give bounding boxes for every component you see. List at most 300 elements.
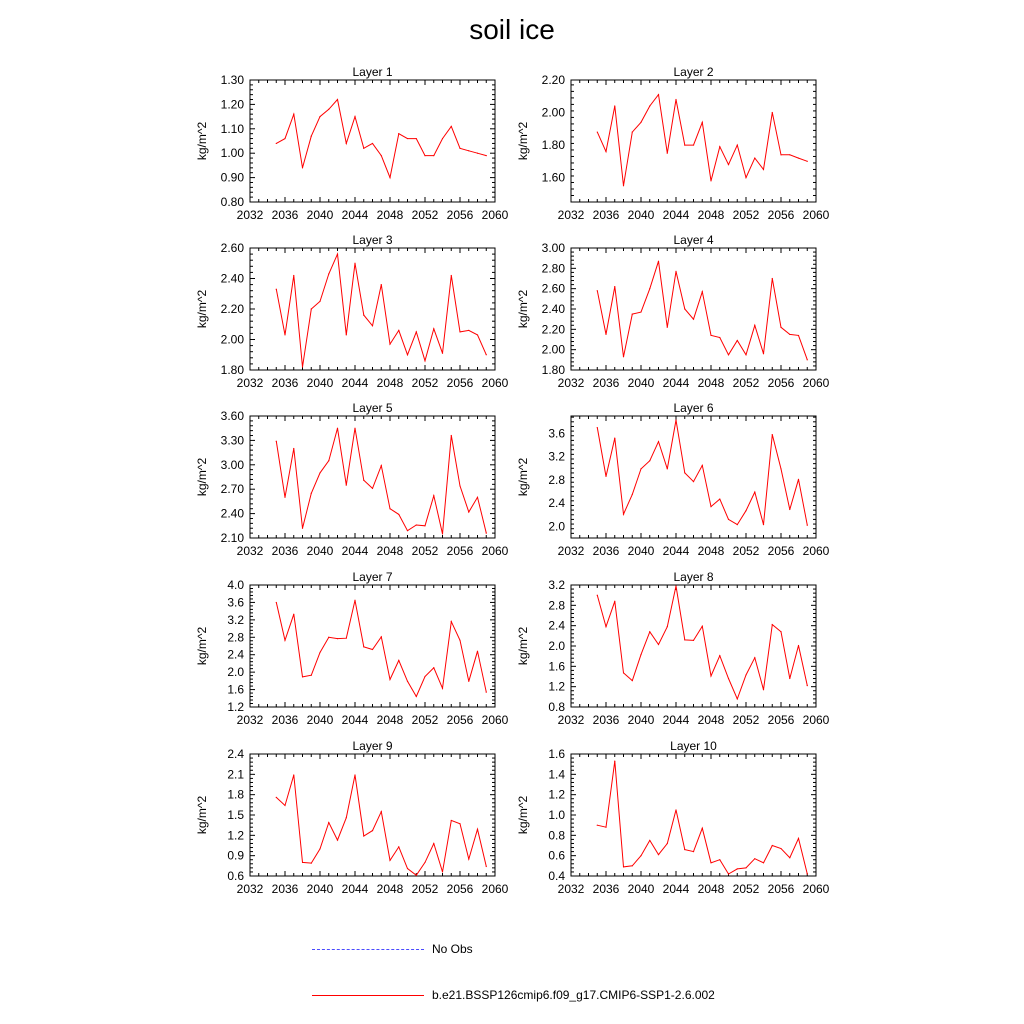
data-point — [693, 144, 694, 145]
y-axis-label: kg/m^2 — [195, 795, 209, 835]
data-point — [468, 150, 469, 151]
data-point — [763, 862, 764, 863]
data-point — [468, 858, 469, 859]
data-point — [442, 533, 443, 534]
series-line — [597, 761, 807, 874]
data-point — [276, 441, 277, 442]
y-axis-label: kg/m^2 — [516, 121, 530, 161]
y-axis-label: kg/m^2 — [195, 626, 209, 666]
y-tick-label: 0.6 — [227, 869, 244, 883]
x-tick-label: 2056 — [446, 208, 474, 222]
plot-frame — [250, 754, 495, 876]
y-tick-label: 1.80 — [541, 363, 565, 377]
data-point — [710, 506, 711, 507]
data-point — [311, 863, 312, 864]
x-tick-label: 2032 — [236, 544, 264, 558]
data-point — [658, 94, 659, 95]
y-tick-label: 1.6 — [548, 659, 565, 674]
x-tick-label: 2040 — [627, 376, 655, 390]
series-line — [276, 254, 486, 367]
y-tick-label: 2.20 — [541, 322, 565, 337]
y-tick-label: 0.90 — [220, 170, 244, 185]
x-tick-label: 2044 — [341, 882, 369, 896]
data-point — [719, 146, 720, 147]
data-point — [293, 275, 294, 276]
y-tick-label: 2.70 — [220, 482, 244, 497]
data-point — [354, 774, 355, 775]
y-tick-label: 3.2 — [227, 612, 244, 627]
data-point — [477, 497, 478, 498]
x-tick-label: 2036 — [271, 208, 299, 222]
data-point — [407, 530, 408, 531]
data-point — [710, 180, 711, 181]
data-point — [745, 674, 746, 675]
data-point — [667, 468, 668, 469]
panel-2 — [516, 65, 830, 222]
y-axis-label: kg/m^2 — [516, 289, 530, 329]
data-point — [389, 177, 390, 178]
y-tick-label: 1.00 — [220, 146, 244, 161]
y-tick-label: 2.20 — [220, 302, 244, 316]
panel-title: Layer 2 — [673, 65, 714, 79]
data-point — [745, 867, 746, 868]
data-point — [745, 510, 746, 511]
data-point — [605, 334, 606, 335]
data-point — [807, 685, 808, 686]
data-point — [719, 337, 720, 338]
data-point — [807, 525, 808, 526]
data-point — [789, 154, 790, 155]
x-tick-label: 2036 — [271, 376, 299, 390]
data-point — [763, 169, 764, 170]
data-point — [737, 144, 738, 145]
data-point — [675, 585, 676, 586]
panel-10 — [516, 739, 830, 896]
y-axis-label: kg/m^2 — [516, 626, 530, 666]
data-point — [407, 354, 408, 355]
data-point — [675, 809, 676, 810]
y-tick-label: 1.10 — [220, 121, 244, 136]
data-point — [311, 136, 312, 137]
y-tick-label: 2.60 — [541, 281, 565, 296]
x-tick-label: 2040 — [306, 882, 334, 896]
data-point — [772, 434, 773, 435]
data-point — [477, 651, 478, 652]
y-tick-label: 0.8 — [548, 700, 565, 714]
data-point — [807, 873, 808, 874]
data-point — [719, 859, 720, 860]
data-point — [623, 672, 624, 673]
panel-title: Layer 5 — [352, 401, 393, 415]
x-tick-label: 2060 — [481, 713, 509, 727]
data-point — [719, 498, 720, 499]
data-point — [416, 138, 417, 139]
data-point — [789, 857, 790, 858]
data-point — [693, 319, 694, 320]
x-tick-label: 2044 — [662, 208, 690, 222]
y-tick-label: 2.0 — [548, 519, 565, 534]
x-tick-label: 2048 — [376, 713, 404, 727]
data-point — [623, 356, 624, 357]
plot-frame — [571, 585, 816, 707]
data-point — [798, 157, 799, 158]
data-point — [667, 327, 668, 328]
x-tick-label: 2056 — [446, 713, 474, 727]
y-tick-label: 2.4 — [548, 618, 565, 633]
y-tick-label: 2.40 — [220, 271, 244, 286]
plot-frame — [571, 416, 816, 538]
x-tick-label: 2048 — [697, 713, 725, 727]
data-point — [737, 340, 738, 341]
legend-line-solid — [312, 995, 424, 996]
y-tick-label: 1.30 — [220, 73, 244, 87]
y-tick-label: 0.4 — [548, 869, 565, 883]
x-tick-label: 2048 — [376, 882, 404, 896]
legend-label: No Obs — [432, 942, 473, 956]
data-point — [597, 595, 598, 596]
data-point — [468, 681, 469, 682]
data-point — [807, 359, 808, 360]
y-tick-label: 2.80 — [541, 261, 565, 276]
data-point — [693, 481, 694, 482]
data-point — [684, 472, 685, 473]
data-point — [459, 485, 460, 486]
y-tick-label: 3.6 — [227, 595, 244, 610]
x-tick-label: 2048 — [697, 882, 725, 896]
x-tick-label: 2036 — [271, 544, 299, 558]
x-tick-label: 2040 — [627, 544, 655, 558]
x-tick-label: 2052 — [411, 713, 439, 727]
x-tick-label: 2036 — [592, 882, 620, 896]
y-tick-label: 2.4 — [548, 496, 565, 511]
panel-title: Layer 6 — [673, 401, 714, 415]
data-point — [702, 291, 703, 292]
series-line — [597, 420, 807, 525]
data-point — [719, 655, 720, 656]
data-point — [451, 126, 452, 127]
data-point — [614, 437, 615, 438]
series-line — [276, 775, 486, 875]
x-tick-label: 2040 — [306, 713, 334, 727]
data-point — [407, 868, 408, 869]
data-point — [284, 640, 285, 641]
data-point — [433, 328, 434, 329]
x-tick-label: 2032 — [236, 882, 264, 896]
data-point — [728, 873, 729, 874]
data-point — [623, 514, 624, 515]
x-tick-label: 2040 — [306, 376, 334, 390]
panel-3 — [195, 233, 509, 390]
data-point — [667, 843, 668, 844]
legend-entry-model — [312, 988, 715, 1002]
data-point — [311, 493, 312, 494]
data-point — [649, 288, 650, 289]
data-point — [354, 428, 355, 429]
data-point — [293, 114, 294, 115]
data-point — [486, 692, 487, 693]
plot-frame — [250, 248, 495, 370]
data-point — [302, 167, 303, 168]
data-point — [649, 840, 650, 841]
x-tick-label: 2044 — [662, 544, 690, 558]
x-tick-label: 2056 — [446, 544, 474, 558]
x-tick-label: 2036 — [592, 376, 620, 390]
data-point — [293, 448, 294, 449]
data-point — [754, 492, 755, 493]
y-tick-label: 1.2 — [548, 787, 565, 802]
y-tick-label: 1.80 — [220, 363, 244, 377]
data-point — [477, 829, 478, 830]
x-tick-label: 2060 — [481, 208, 509, 222]
data-point — [302, 528, 303, 529]
data-point — [780, 631, 781, 632]
data-point — [772, 278, 773, 279]
data-point — [381, 636, 382, 637]
data-point — [451, 275, 452, 276]
data-point — [337, 99, 338, 100]
y-tick-label: 2.4 — [227, 647, 244, 662]
x-tick-label: 2056 — [446, 376, 474, 390]
data-point — [702, 626, 703, 627]
data-point — [789, 678, 790, 679]
data-point — [807, 161, 808, 162]
x-tick-label: 2048 — [697, 376, 725, 390]
data-point — [398, 660, 399, 661]
data-point — [293, 614, 294, 615]
y-tick-label: 3.00 — [541, 241, 565, 255]
y-tick-label: 2.0 — [548, 639, 565, 653]
data-point — [798, 479, 799, 480]
data-point — [754, 858, 755, 859]
data-point — [424, 862, 425, 863]
panel-5 — [195, 401, 509, 558]
data-point — [363, 480, 364, 481]
data-point — [649, 631, 650, 632]
data-point — [284, 334, 285, 335]
data-point — [363, 315, 364, 316]
x-tick-label: 2056 — [767, 208, 795, 222]
x-tick-label: 2048 — [376, 376, 404, 390]
data-point — [433, 495, 434, 496]
y-tick-label: 2.60 — [220, 241, 244, 255]
data-point — [459, 823, 460, 824]
plot-frame — [250, 80, 495, 202]
data-point — [459, 331, 460, 332]
legend-entry-no-obs — [312, 942, 473, 956]
data-point — [486, 155, 487, 156]
data-point — [798, 838, 799, 839]
data-point — [276, 289, 277, 290]
panel-9 — [195, 739, 509, 896]
data-point — [372, 143, 373, 144]
panel-title: Layer 1 — [352, 65, 393, 79]
data-point — [346, 485, 347, 486]
x-tick-label: 2052 — [411, 376, 439, 390]
data-point — [640, 122, 641, 123]
y-tick-label: 1.2 — [227, 828, 244, 843]
data-point — [789, 509, 790, 510]
data-point — [632, 680, 633, 681]
data-point — [772, 112, 773, 113]
data-point — [684, 639, 685, 640]
x-tick-label: 2052 — [732, 713, 760, 727]
x-tick-label: 2036 — [271, 882, 299, 896]
data-point — [658, 441, 659, 442]
data-point — [276, 797, 277, 798]
data-point — [745, 354, 746, 355]
data-point — [381, 284, 382, 285]
data-point — [468, 330, 469, 331]
data-point — [328, 109, 329, 110]
x-tick-label: 2056 — [767, 882, 795, 896]
data-point — [614, 601, 615, 602]
data-point — [623, 866, 624, 867]
data-point — [433, 843, 434, 844]
data-point — [754, 325, 755, 326]
data-point — [319, 848, 320, 849]
data-point — [640, 654, 641, 655]
x-tick-label: 2056 — [767, 544, 795, 558]
y-tick-label: 1.60 — [541, 170, 565, 185]
data-point — [354, 116, 355, 117]
x-tick-label: 2040 — [306, 208, 334, 222]
data-point — [319, 472, 320, 473]
y-tick-label: 1.4 — [548, 767, 565, 782]
data-point — [640, 855, 641, 856]
data-point — [284, 497, 285, 498]
x-tick-label: 2052 — [411, 208, 439, 222]
data-point — [372, 488, 373, 489]
data-point — [293, 774, 294, 775]
data-point — [328, 637, 329, 638]
y-tick-label: 2.10 — [220, 531, 244, 545]
data-point — [486, 533, 487, 534]
data-point — [284, 138, 285, 139]
y-axis-label: kg/m^2 — [516, 795, 530, 835]
data-point — [605, 626, 606, 627]
data-point — [702, 122, 703, 123]
data-point — [398, 846, 399, 847]
x-tick-label: 2032 — [236, 376, 264, 390]
data-point — [754, 657, 755, 658]
data-point — [798, 645, 799, 646]
y-tick-label: 3.2 — [548, 449, 565, 464]
y-tick-label: 0.8 — [548, 828, 565, 843]
data-point — [363, 646, 364, 647]
x-tick-label: 2048 — [697, 208, 725, 222]
data-point — [614, 286, 615, 287]
data-point — [451, 621, 452, 622]
data-point — [363, 148, 364, 149]
y-tick-label: 1.2 — [227, 700, 244, 714]
data-point — [737, 698, 738, 699]
data-point — [632, 494, 633, 495]
data-point — [389, 860, 390, 861]
data-point — [337, 839, 338, 840]
data-point — [477, 153, 478, 154]
panel-title: Layer 7 — [352, 570, 393, 584]
x-tick-label: 2052 — [732, 544, 760, 558]
x-tick-label: 2048 — [376, 544, 404, 558]
data-point — [675, 99, 676, 100]
y-tick-label: 1.8 — [227, 787, 244, 802]
series-line — [597, 586, 807, 699]
y-tick-label: 2.20 — [541, 73, 565, 87]
x-tick-label: 2056 — [446, 882, 474, 896]
series-line — [597, 261, 807, 360]
data-point — [780, 468, 781, 469]
data-point — [649, 105, 650, 106]
data-point — [442, 688, 443, 689]
x-tick-label: 2060 — [481, 882, 509, 896]
data-point — [649, 460, 650, 461]
panel-title: Layer 3 — [352, 233, 393, 247]
x-tick-label: 2040 — [627, 882, 655, 896]
x-tick-label: 2060 — [481, 544, 509, 558]
data-point — [597, 131, 598, 132]
data-point — [684, 144, 685, 145]
x-tick-label: 2060 — [802, 882, 830, 896]
data-point — [772, 845, 773, 846]
x-tick-label: 2032 — [557, 376, 585, 390]
data-point — [728, 519, 729, 520]
x-tick-label: 2052 — [732, 376, 760, 390]
x-tick-label: 2060 — [802, 208, 830, 222]
data-point — [337, 428, 338, 429]
data-point — [328, 822, 329, 823]
data-point — [780, 848, 781, 849]
y-tick-label: 1.0 — [548, 808, 565, 822]
x-tick-label: 2044 — [341, 208, 369, 222]
data-point — [311, 675, 312, 676]
data-point — [605, 827, 606, 828]
y-tick-label: 1.80 — [541, 138, 565, 153]
data-point — [728, 354, 729, 355]
panel-title: Layer 9 — [352, 739, 393, 753]
data-point — [789, 334, 790, 335]
data-point — [363, 835, 364, 836]
data-point — [311, 308, 312, 309]
y-axis-label: kg/m^2 — [195, 457, 209, 497]
y-tick-label: 0.6 — [548, 848, 565, 863]
data-point — [605, 476, 606, 477]
data-point — [354, 263, 355, 264]
data-point — [486, 866, 487, 867]
panel-title: Layer 8 — [673, 570, 714, 584]
data-point — [658, 261, 659, 262]
x-tick-label: 2044 — [662, 713, 690, 727]
y-tick-label: 3.00 — [220, 457, 244, 472]
data-point — [710, 675, 711, 676]
x-tick-label: 2044 — [341, 713, 369, 727]
y-tick-label: 0.9 — [227, 848, 244, 863]
y-tick-label: 3.60 — [220, 409, 244, 423]
data-point — [319, 301, 320, 302]
data-point — [702, 465, 703, 466]
x-tick-label: 2036 — [592, 544, 620, 558]
data-point — [276, 143, 277, 144]
data-point — [451, 820, 452, 821]
data-point — [276, 602, 277, 603]
data-point — [667, 153, 668, 154]
data-point — [658, 644, 659, 645]
x-tick-label: 2044 — [341, 544, 369, 558]
data-point — [684, 308, 685, 309]
data-point — [702, 828, 703, 829]
data-point — [424, 525, 425, 526]
data-point — [693, 640, 694, 641]
data-point — [684, 849, 685, 850]
